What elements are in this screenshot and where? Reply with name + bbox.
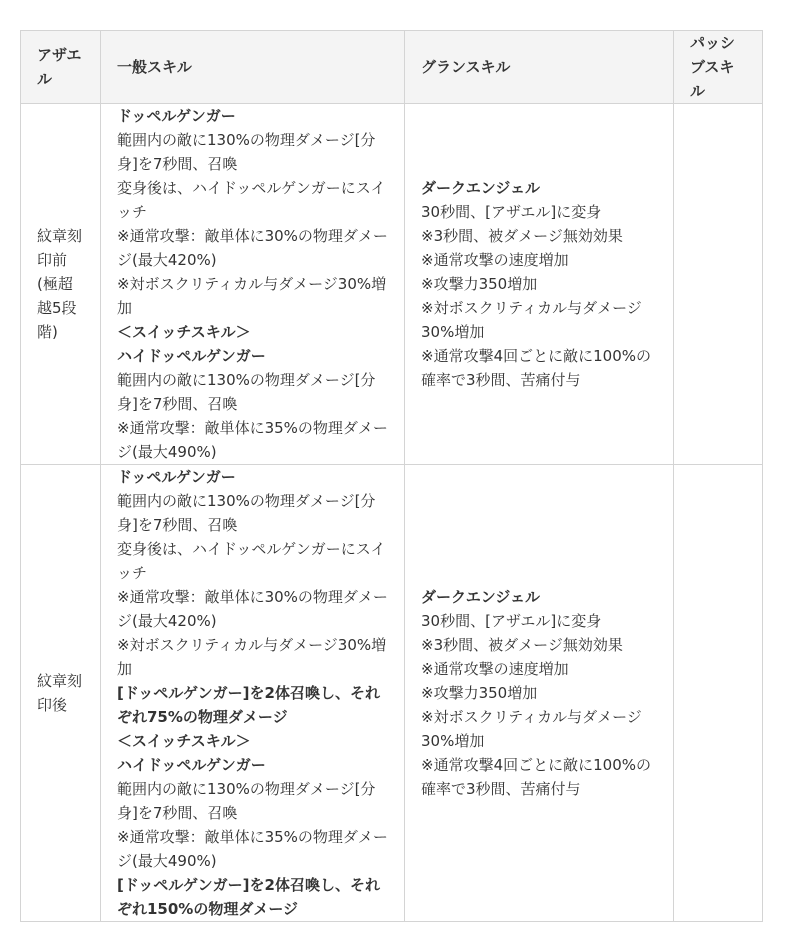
table-header-row: [21, 31, 763, 104]
general-skill-line: 範囲内の敵に130%の物理ダメージ[分身]を7秒間、召喚: [117, 131, 376, 173]
general-skill-line: 変身後は、ハイドッペルゲンガーにスイッチ: [117, 179, 386, 221]
general-skill-line: ＜スイッチスキル＞: [117, 323, 251, 341]
grand-skill-line: ※対ボスクリティカル与ダメージ30%増加: [421, 299, 642, 341]
general-skill-cell: [101, 465, 405, 922]
grand-skill-line: ※3秒間、被ダメージ無効効果: [421, 636, 623, 654]
general-skill-line: 変身後は、ハイドッペルゲンガーにスイッチ: [117, 540, 386, 582]
row-label: 紋章刻印前(極超越5段階): [21, 104, 101, 465]
passive-skill-cell: [674, 465, 763, 922]
table-row: [21, 104, 763, 465]
general-skill-line: ※通常攻撃：敵単体に35%の物理ダメージ(最大490%): [117, 828, 388, 870]
general-skill-line: ※対ボスクリティカル与ダメージ30%増加: [117, 275, 387, 317]
grand-skill-line: ※通常攻撃の速度増加: [421, 660, 569, 678]
header-passive-skill: パッシブスキル: [674, 31, 763, 104]
header-character: アザエル: [21, 31, 101, 104]
grand-skill-line: ※通常攻撃4回ごとに敵に100%の確率で3秒間、苦痛付与: [421, 347, 651, 389]
passive-skill-cell: [674, 104, 763, 465]
grand-skill-line: ※攻撃力350増加: [421, 275, 538, 293]
general-skill-line: ハイドッペルゲンガー: [117, 347, 266, 365]
general-skill-line: ハイドッペルゲンガー: [117, 756, 266, 774]
grand-skill-line: ※攻撃力350増加: [421, 684, 538, 702]
skill-table: [20, 30, 763, 922]
general-skill-line: ※通常攻撃：敵単体に30%の物理ダメージ(最大420%): [117, 588, 388, 630]
grand-skill-line: ダークエンジェル: [421, 588, 541, 606]
grand-skill-cell: [405, 465, 674, 922]
table-row: [21, 465, 763, 922]
header-grand-skill: グランスキル: [405, 31, 674, 104]
grand-skill-line: 30秒間、[アザエル]に変身: [421, 612, 602, 630]
general-skill-line: ＜スイッチスキル＞: [117, 732, 251, 750]
row-label: 紋章刻印後: [21, 465, 101, 922]
general-skill-line: 範囲内の敵に130%の物理ダメージ[分身]を7秒間、召喚: [117, 492, 376, 534]
grand-skill-line: ダークエンジェル: [421, 179, 541, 197]
grand-skill-line: ※通常攻撃4回ごとに敵に100%の確率で3秒間、苦痛付与: [421, 756, 651, 798]
grand-skill-line: ※3秒間、被ダメージ無効効果: [421, 227, 623, 245]
general-skill-line: ドッペルゲンガー: [117, 468, 236, 486]
general-skill-line: ドッペルゲンガー: [117, 107, 236, 125]
general-skill-line: ※通常攻撃：敵単体に30%の物理ダメージ(最大420%): [117, 227, 388, 269]
grand-skill-line: ※通常攻撃の速度増加: [421, 251, 569, 269]
header-general-skill: 一般スキル: [101, 31, 405, 104]
general-skill-line: ※対ボスクリティカル与ダメージ30%増加: [117, 636, 387, 678]
grand-skill-cell: [405, 104, 674, 465]
general-skill-line: 範囲内の敵に130%の物理ダメージ[分身]を7秒間、召喚: [117, 371, 376, 413]
grand-skill-line: ※対ボスクリティカル与ダメージ30%増加: [421, 708, 642, 750]
general-skill-line: [ドッペルゲンガー]を2体召喚し、それぞれ75%の物理ダメージ: [117, 684, 380, 726]
grand-skill-line: 30秒間、[アザエル]に変身: [421, 203, 602, 221]
general-skill-cell: [101, 104, 405, 465]
general-skill-line: [ドッペルゲンガー]を2体召喚し、それぞれ150%の物理ダメージ: [117, 876, 380, 918]
general-skill-line: 範囲内の敵に130%の物理ダメージ[分身]を7秒間、召喚: [117, 780, 376, 822]
general-skill-line: ※通常攻撃：敵単体に35%の物理ダメージ(最大490%): [117, 419, 388, 461]
